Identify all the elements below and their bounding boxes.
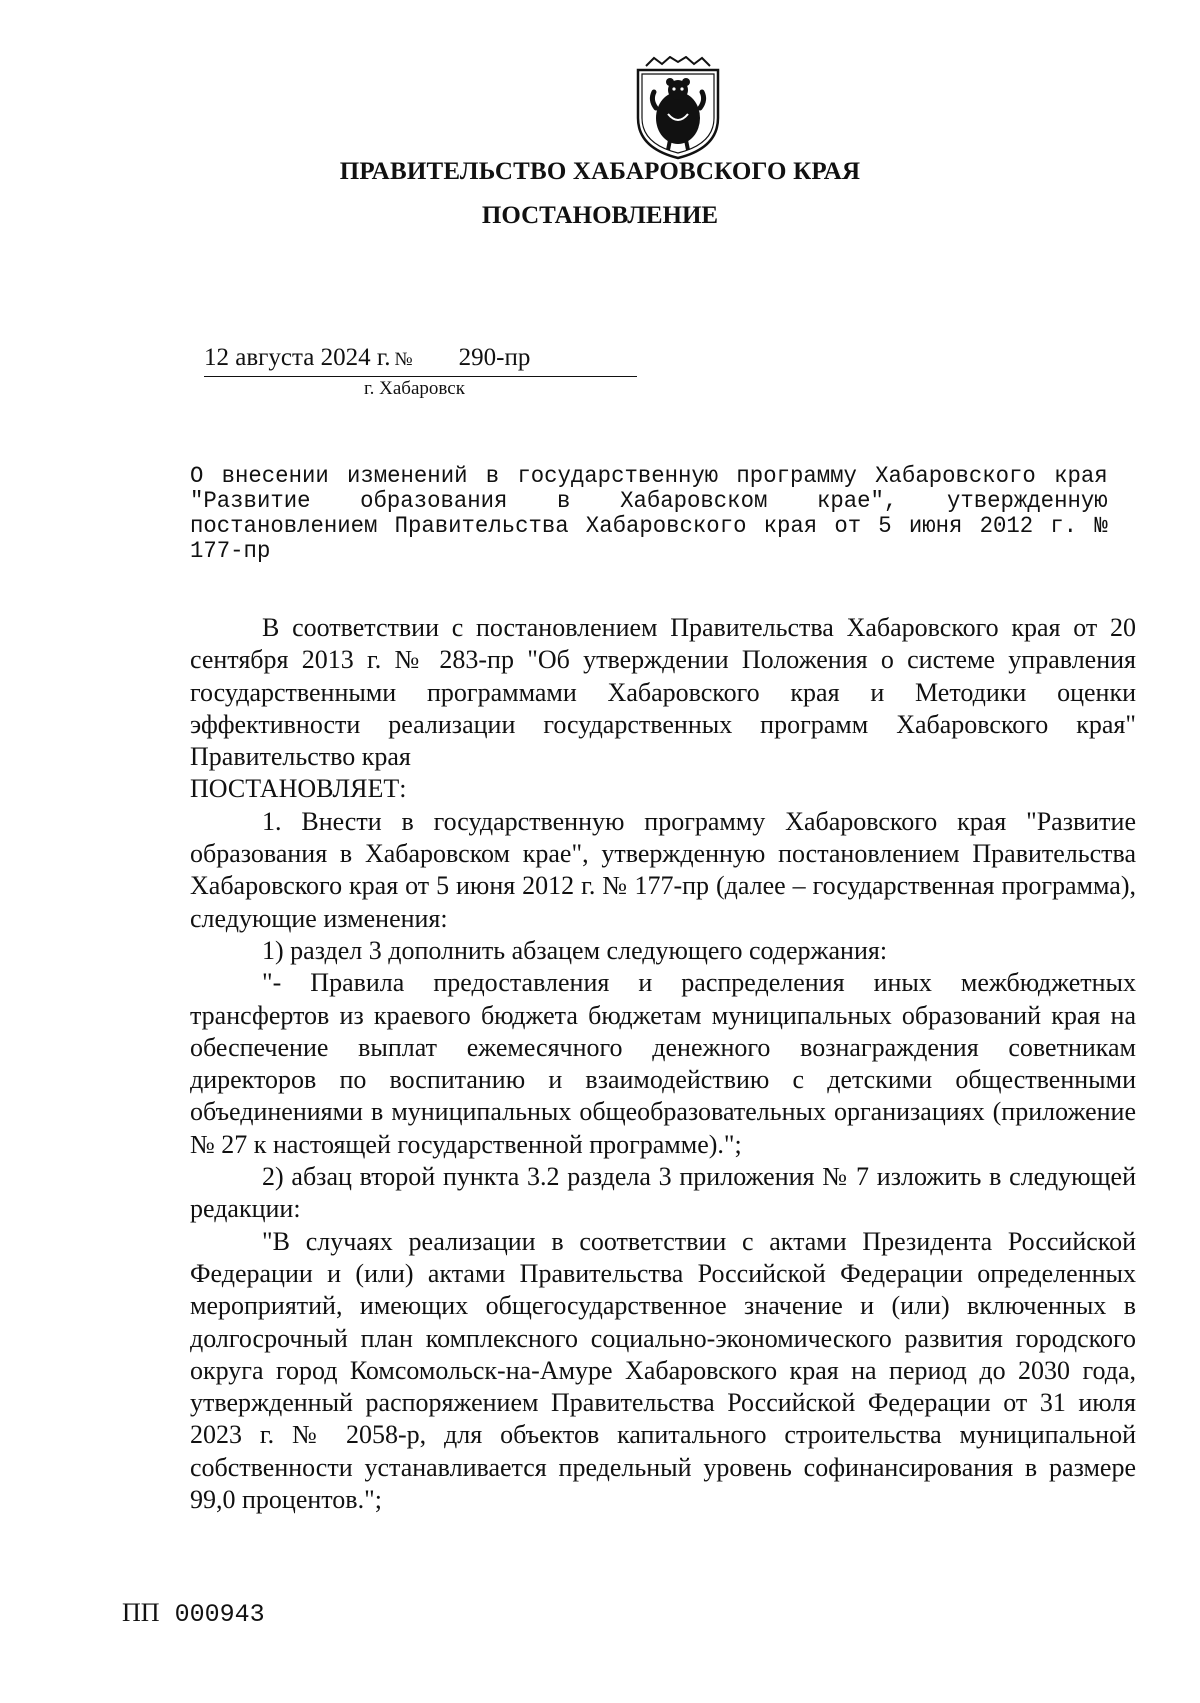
stamp-number: 000943 xyxy=(174,1600,265,1629)
document-type-title: ПОСТАНОВЛЕНИЕ xyxy=(481,202,719,229)
date-number-line xyxy=(204,344,530,372)
document-date: 12 августа 2024 г. xyxy=(204,344,391,371)
item-1-paragraph: 1. Внести в государственную программу Хабаровского края "Развитие образования в Хабаровском крае", утвержденную постановлением Правительства Хабаровского края от 5 июня 2012 г. № 177-пр (далее – государственная программа), следующие изменения: xyxy=(190,806,1136,933)
document-subject: О внесении изменений в государственную программу Хабаровского края "Развитие образования в Хабаровском крае", утвержденную постановлением Правительства Хабаровского края от 5 июня 2012 г. № 177-пр xyxy=(190,463,1108,564)
preamble-paragraph: В соответствии с постановлением Правительства Хабаровского края от 20 сентября 2013 г. № 283-пр "Об утверждении Положения о системе управления государственными программами Хабаровского края и Методики оценки эффективности реализации государственных программ Хабаровского края" Правительство края xyxy=(190,613,1136,772)
quote-2-paragraph: "В случаях реализации в соответствии с актами Президента Российской Федерации и (или) актами Правительства Российской Федерации определенных мероприятий, имеющих общегосударственное значение и (или) включенных в долгосрочный план комплексного социально-экономического развития городского округа город Комсомольск-на-Амуре Хабаровского края на период до 2030 года, утвержденный распоряжением Правительства Российской Федерации от 31 июля 2023 г. № 2058-р, для объектов капитального строительства муниципальной собственности устанавливается предельный уровень софинансирования в размере 99,0 процентов."; xyxy=(190,1226,1136,1515)
item-1-1-paragraph: 1) раздел 3 дополнить абзацем следующего содержания: xyxy=(262,935,888,965)
resolves-heading: ПОСТАНОВЛЯЕТ: xyxy=(190,774,407,804)
document-number: 290-пр xyxy=(458,344,531,371)
stamp-prefix: ПП xyxy=(122,1598,160,1627)
number-sign: № xyxy=(394,349,413,370)
government-title: ПРАВИТЕЛЬСТВО ХАБАРОВСКОГО КРАЯ xyxy=(339,158,861,185)
date-underline xyxy=(204,376,637,377)
form-serial-stamp xyxy=(122,1598,265,1629)
coat-of-arms-icon xyxy=(632,56,724,160)
document-city: г. Хабаровск xyxy=(364,378,465,399)
quote-1-paragraph: "- Правила предоставления и распределения иных межбюджетных трансфертов из краевого бюджета бюджетам муниципальных образований края на обеспечение выплат ежемесячного денежного вознаграждения советникам директоров по воспитанию и взаимодействию с детскими общественными объединениями в муниципальных общеобразовательных организациях (приложение № 27 к настоящей государственной программе)."; xyxy=(190,968,1136,1159)
document-body xyxy=(190,612,1136,1516)
item-1-2-paragraph: 2) абзац второй пункта 3.2 раздела 3 приложения № 7 изложить в следующей редакции: xyxy=(190,1162,1136,1224)
